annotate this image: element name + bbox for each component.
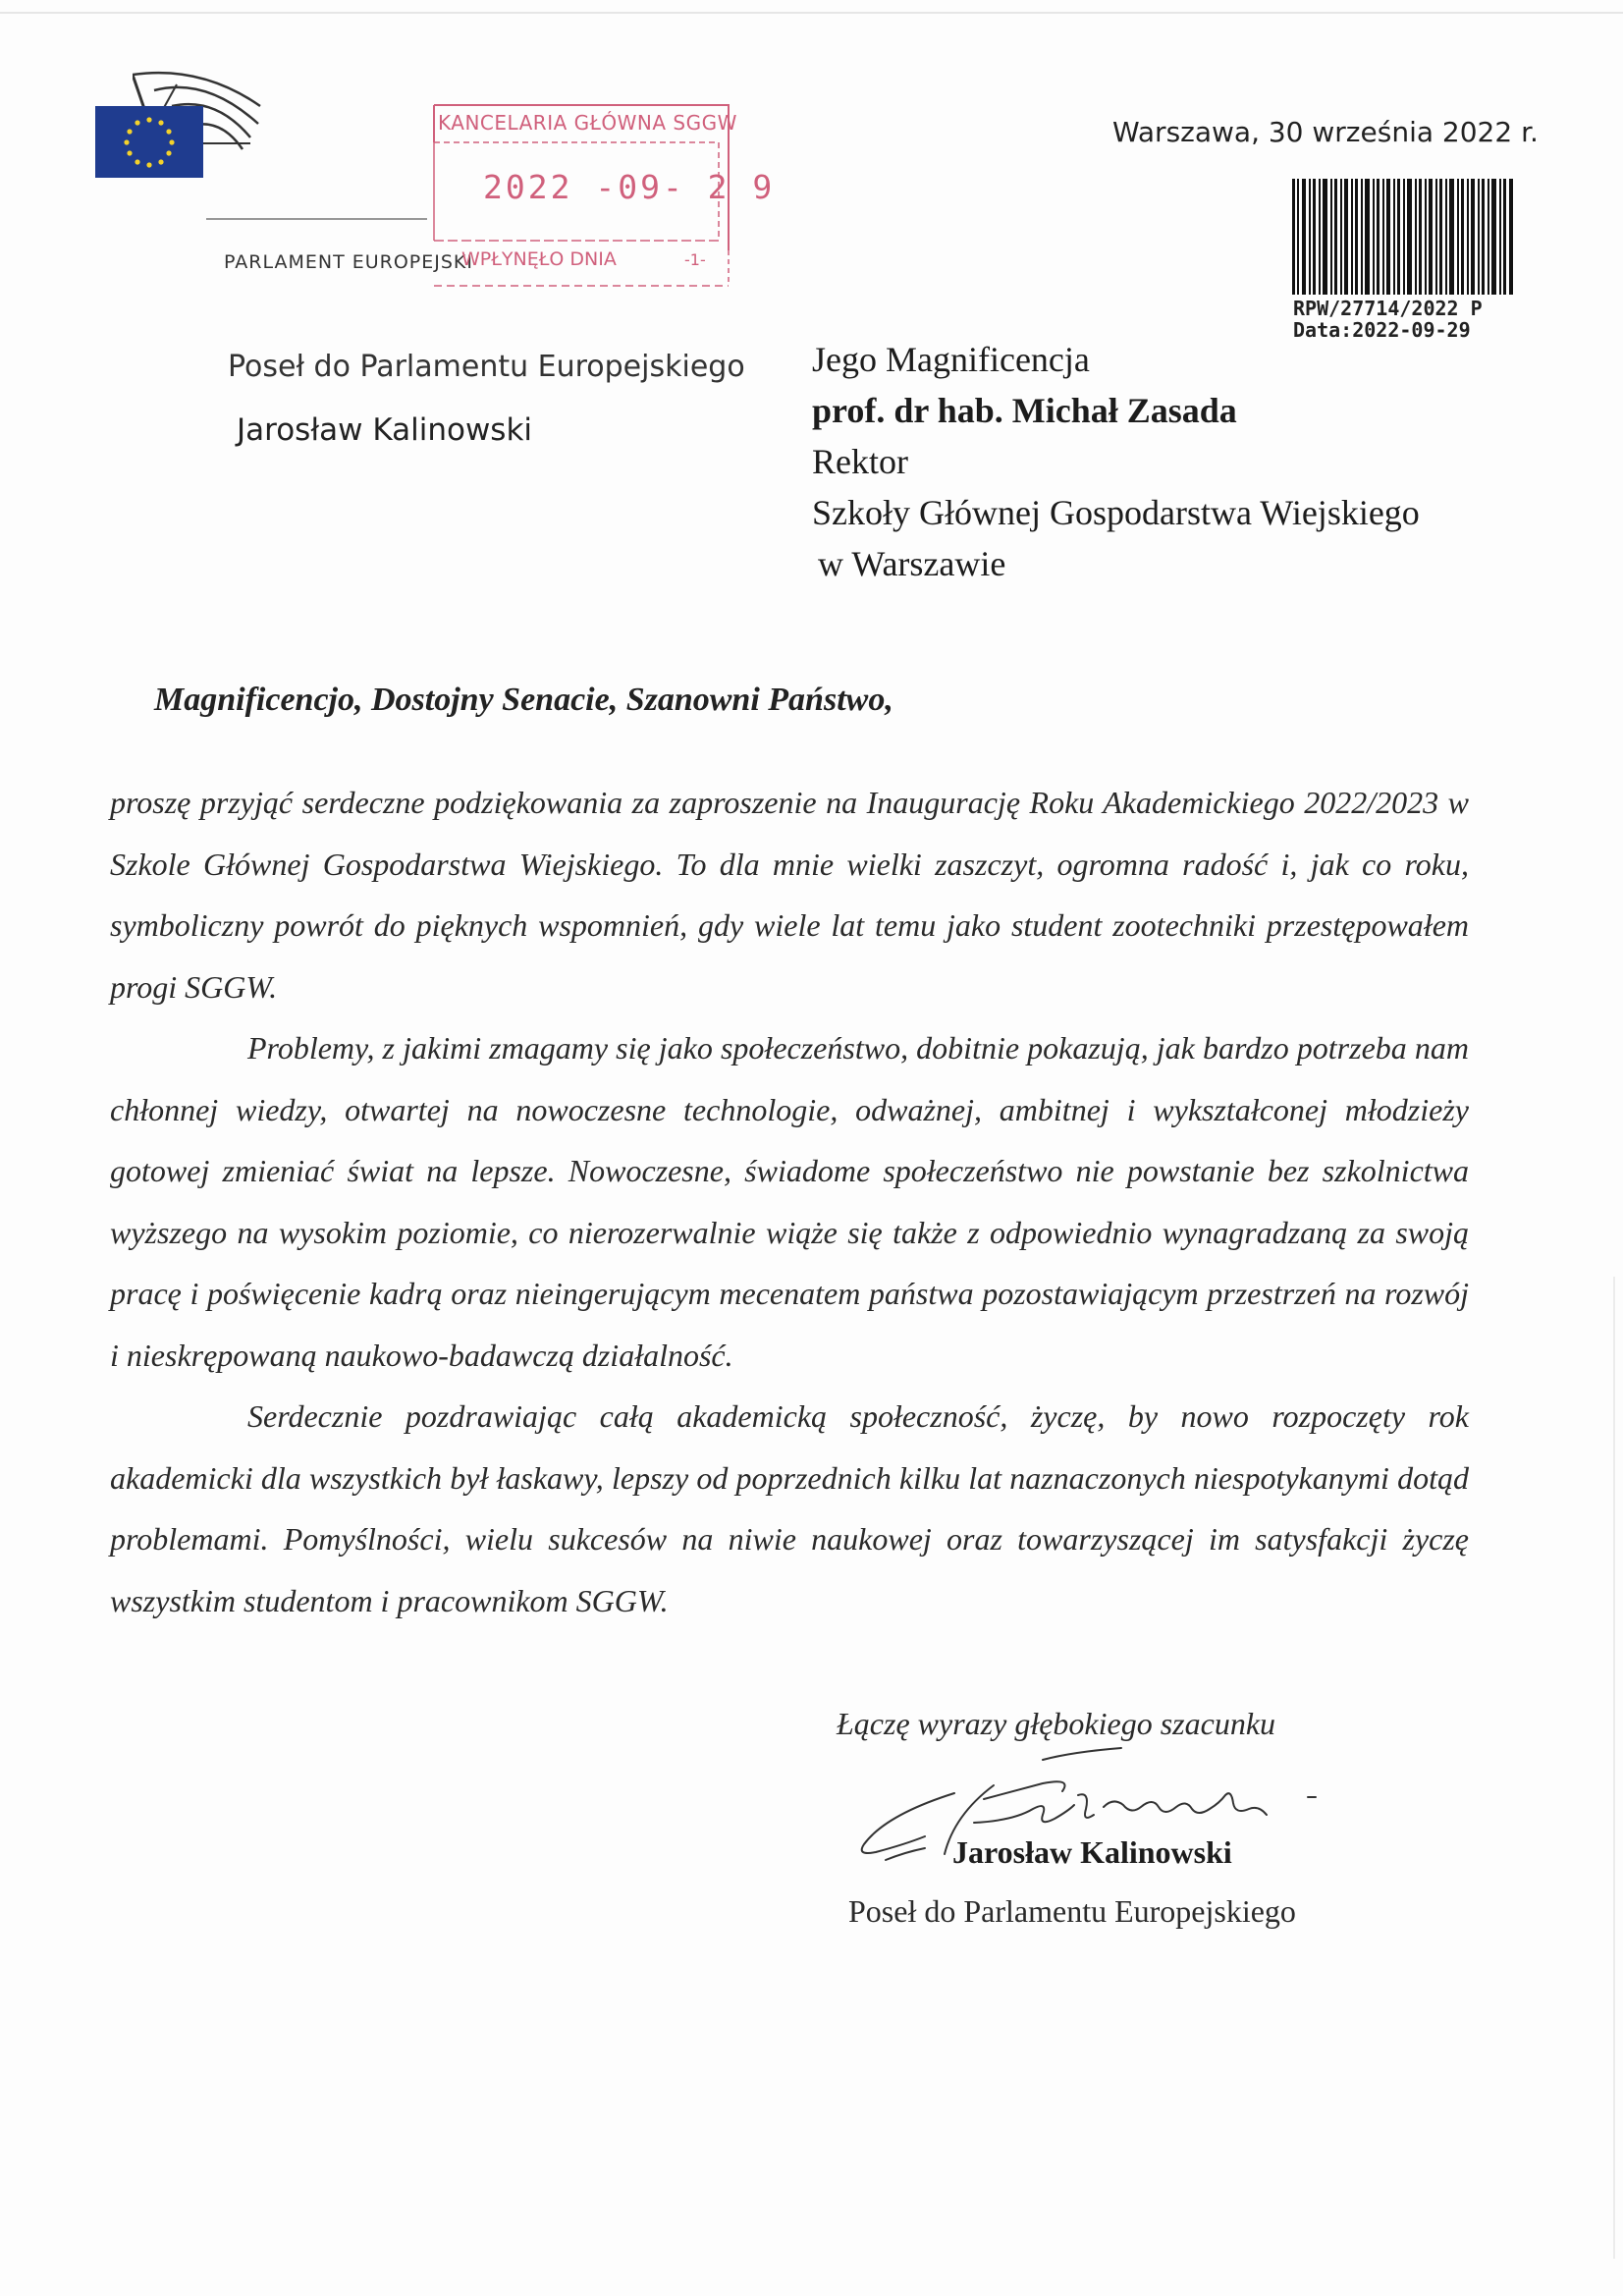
sender-title: Poseł do Parlamentu Europejskiego: [228, 350, 745, 384]
signature-title: Poseł do Parlamentu Europejskiego: [848, 1893, 1296, 1929]
sender-name: Jarosław Kalinowski: [237, 412, 533, 448]
letter-body: [110, 772, 1469, 1631]
salutation: Magnificencjo, Dostojny Senacie, Szanowni Państwo,: [154, 682, 893, 718]
scan-edge-top: [0, 12, 1623, 14]
paragraph: Serdecznie pozdrawiając całą akademicką społeczność, życzę, by nowo rozpoczęty rok akademicki dla wszystkich był łaskawy, lepszy od poprzednich kilku lat naznaczonych niespotykanymi dotąd problemami. Pomyślności, wielu sukcesów na niwie naukowej oraz towarzyszącej im satysfakcji życzę wszystkim studentom i pracownikom SGGW.: [110, 1398, 1469, 1618]
recipient-city: w Warszawie: [818, 544, 1006, 583]
stamp-received-label: WPŁYNĘŁO DNIA: [461, 248, 617, 270]
barcode-icon: [1292, 179, 1514, 295]
paragraph: proszę przyjąć serdeczne podziękowania za zaproszenie na Inaugurację Roku Akademickiego 2022/2023 w Szkole Głównej Gospodarstwa Wiejskiego. To dla mnie wielki zaszczyt, ogromna radość i, jak co roku, symboliczny powrót do pięknych wspomnień, gdy wiele lat temu jako student zootechniki przestępowałem progi SGGW.: [110, 785, 1469, 1005]
signature-name: Jarosław Kalinowski: [952, 1834, 1232, 1870]
eu-stars-icon: [95, 106, 203, 178]
logo-caption: PARLAMENT EUROPEJSKI: [224, 251, 473, 273]
stamp-title: KANCELARIA GŁÓWNA SGGW: [438, 111, 737, 135]
stamp-date: 2022 -09- 2 9: [483, 168, 776, 206]
registry-stamp: [424, 103, 776, 288]
recipient-institution: Szkoły Głównej Gospodarstwa Wiejskiego: [812, 493, 1420, 532]
paragraph: Problemy, z jakimi zmagamy się jako społeczeństwo, dobitnie pokazują, jak bardzo potrzeba nam chłonnej wiedzy, otwartej na nowoczesne technologie, odważnej, ambitnej i wykształconej młodzieży gotowej zmieniać świat na lepsze. Nowoczesne, świadome społeczeństwo nie powstanie bez szkolnictwa wyższego na wysokim poziomie, co nierozerwalnie wiąże się także z odpowiednio wynagradzaną za swoją pracę i poświęcenie kadrą oraz nieingerującym mecenatem państwa pozostawiającym przestrzeń na rozwój i nieskrępowaną naukowo-badawczą działalność.: [110, 1030, 1469, 1373]
city-date: Warszawa, 30 września 2022 r.: [1112, 116, 1539, 148]
recipient-address: [812, 334, 1420, 589]
closing-phrase: Łączę wyrazy głębokiego szacunku: [837, 1706, 1276, 1741]
recipient-name: prof. dr hab. Michał Zasada: [812, 391, 1237, 430]
stamp-number: -1-: [684, 250, 706, 269]
eu-flag: [95, 106, 203, 178]
registration-number: RPW/27714/2022 P: [1293, 297, 1483, 320]
recipient-line-1: Jego Magnificencja: [812, 340, 1090, 379]
scan-edge-right: [1613, 1277, 1615, 2259]
registration-date: Data:2022-09-29: [1293, 318, 1471, 342]
recipient-role: Rektor: [812, 442, 908, 481]
